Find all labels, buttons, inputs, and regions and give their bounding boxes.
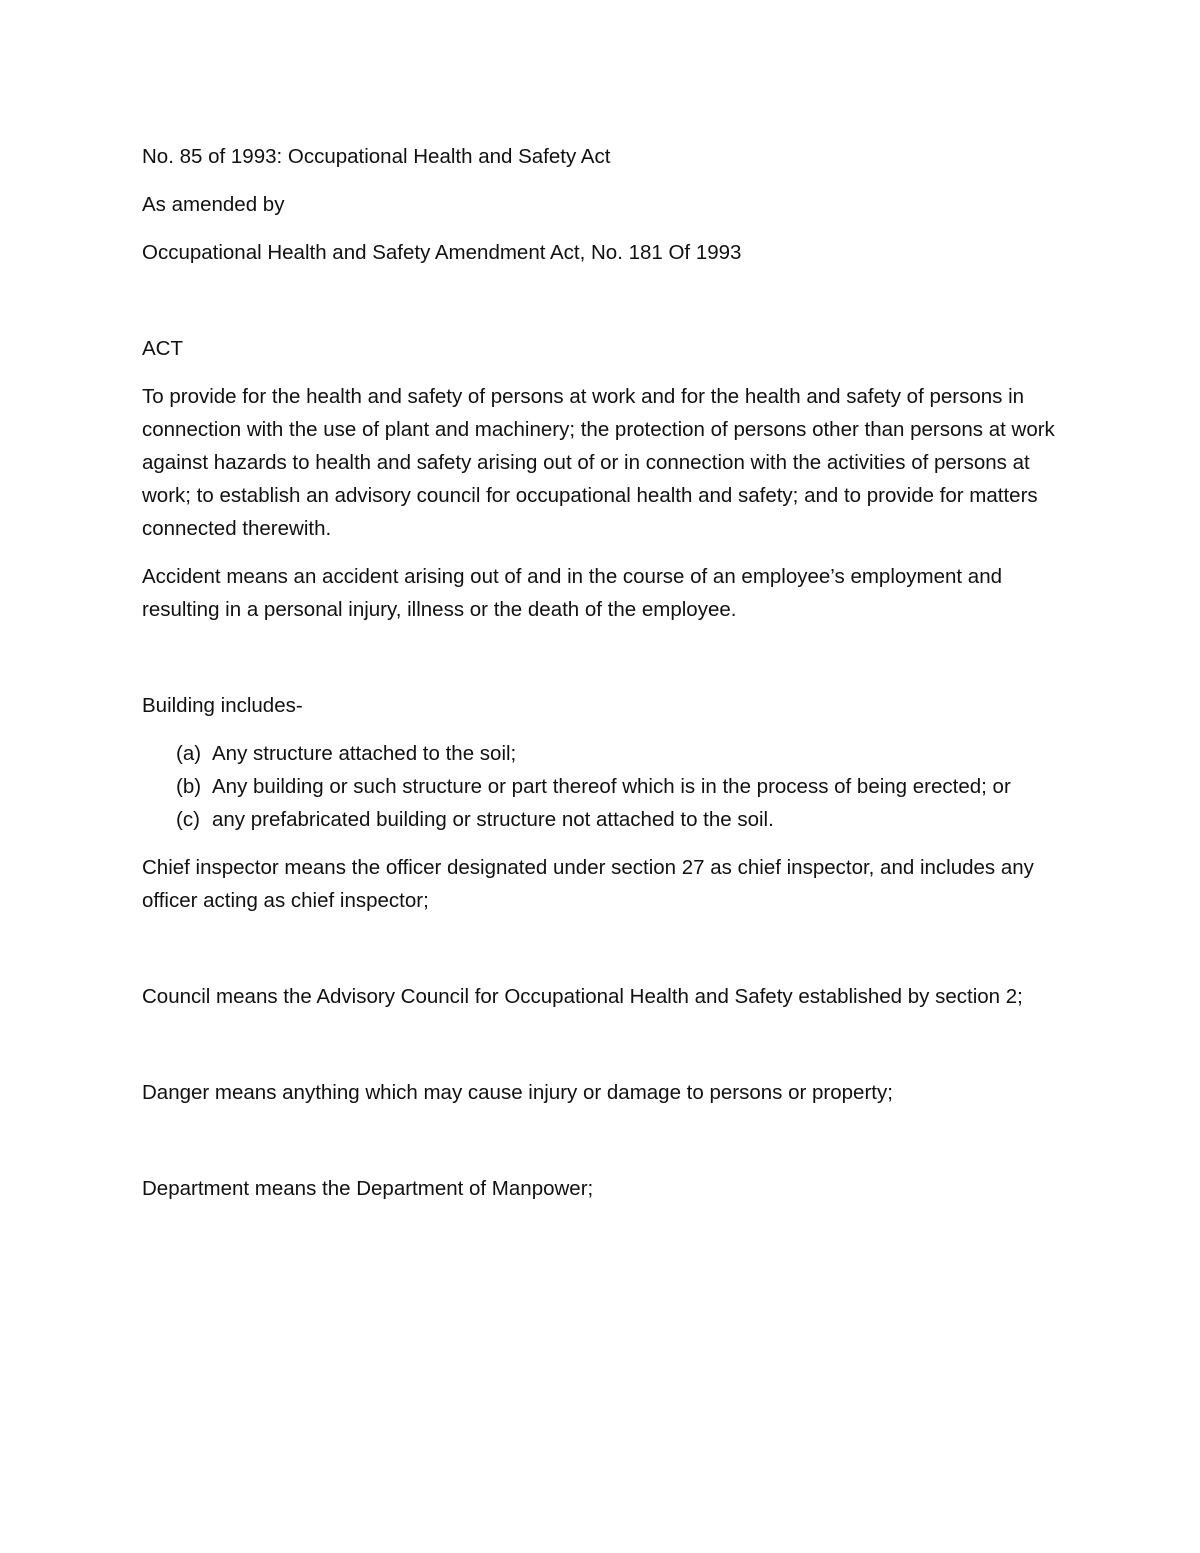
list-marker: (b) bbox=[176, 775, 202, 798]
definition-building-intro: Building includes- bbox=[142, 694, 303, 717]
act-heading: ACT bbox=[142, 337, 183, 360]
definition-accident: Accident means an accident arising out of and in the course of an employee’s employment and resulting in a personal injury, illness or the death of the employee. bbox=[142, 565, 1002, 621]
list-item-text: Any structure attached to the soil; bbox=[212, 742, 517, 765]
amended-by-label: As amended by bbox=[142, 193, 285, 216]
definition-chief-inspector: Chief inspector means the officer designated under section 27 as chief inspector, and includes any officer acting as chief inspector; bbox=[142, 856, 1034, 912]
building-list bbox=[142, 737, 1072, 836]
document-title: No. 85 of 1993: Occupational Health and Safety Act bbox=[142, 145, 611, 168]
list-marker: (a) bbox=[176, 742, 202, 765]
definition-department: Department means the Department of Manpower; bbox=[142, 1177, 594, 1200]
document-body bbox=[142, 140, 1072, 1205]
list-item bbox=[142, 770, 1072, 803]
act-purpose: To provide for the health and safety of persons at work and for the health and safety of persons in connection with the use of plant and machinery; the protection of persons other than persons at work against hazards to health and safety arising out of or in connection with the activities of persons at work; to establish an advisory council for occupational health and safety; and to provide for matters connected therewith. bbox=[142, 385, 1055, 540]
definition-council: Council means the Advisory Council for Occupational Health and Safety established by section 2; bbox=[142, 985, 1023, 1008]
list-item bbox=[142, 803, 1072, 836]
list-item bbox=[142, 737, 1072, 770]
definition-danger: Danger means anything which may cause injury or damage to persons or property; bbox=[142, 1081, 893, 1104]
amendment-act: Occupational Health and Safety Amendment Act, No. 181 Of 1993 bbox=[142, 241, 742, 264]
list-marker: (c) bbox=[176, 808, 200, 831]
list-item-text: any prefabricated building or structure not attached to the soil. bbox=[212, 808, 774, 831]
list-item-text: Any building or such structure or part thereof which is in the process of being erected; or bbox=[212, 775, 1011, 798]
